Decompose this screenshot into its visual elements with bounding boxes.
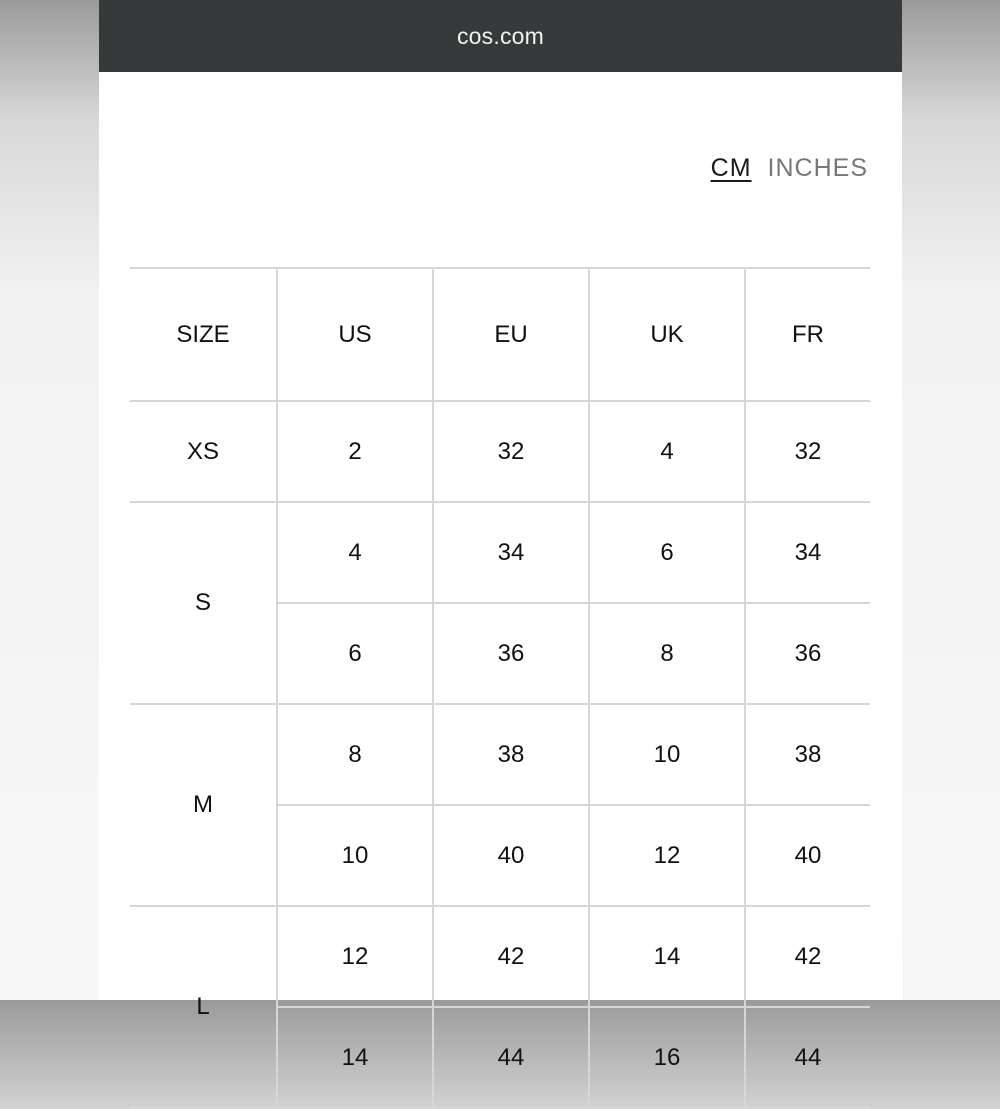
column-header-uk: UK (589, 268, 745, 401)
fr-cell: 40 (745, 805, 870, 906)
cm-unit-button[interactable]: CM (710, 154, 752, 182)
us-cell: 10 (277, 805, 433, 906)
table-header-row (130, 268, 870, 401)
size-cell: M (130, 704, 277, 906)
uk-cell: 4 (589, 401, 745, 502)
eu-cell: 44 (433, 1007, 589, 1108)
unit-toggle (711, 152, 868, 184)
us-cell: 8 (277, 704, 433, 805)
phone-screen (99, 0, 902, 1071)
fr-cell: 38 (745, 704, 870, 805)
eu-cell: 42 (433, 906, 589, 1007)
column-header-eu: EU (433, 268, 589, 401)
fr-cell: 32 (745, 401, 870, 502)
inches-unit-button[interactable]: INCHES (767, 154, 868, 182)
table-row (130, 906, 870, 1007)
domain-label: cos.com (456, 22, 545, 49)
size-chart-table (130, 267, 870, 1109)
uk-cell: 14 (589, 906, 745, 1007)
table-row (130, 401, 870, 502)
size-cell: S (130, 502, 277, 704)
eu-cell: 36 (433, 603, 589, 704)
browser-address-bar[interactable] (99, 0, 902, 72)
uk-cell: 6 (589, 502, 745, 603)
fr-cell: 36 (745, 603, 870, 704)
table-row (130, 704, 870, 805)
fr-cell: 34 (745, 502, 870, 603)
us-cell: 2 (277, 401, 433, 502)
table-row (130, 502, 870, 603)
eu-cell: 38 (433, 704, 589, 805)
us-cell: 14 (277, 1007, 433, 1108)
us-cell: 6 (277, 603, 433, 704)
column-header-fr: FR (745, 268, 870, 401)
uk-cell: 12 (589, 805, 745, 906)
fr-cell: 42 (745, 906, 870, 1007)
size-cell: L (130, 906, 277, 1108)
us-cell: 4 (277, 502, 433, 603)
eu-cell: 32 (433, 401, 589, 502)
uk-cell: 16 (589, 1007, 745, 1108)
eu-cell: 34 (433, 502, 589, 603)
size-cell: XS (130, 401, 277, 502)
uk-cell: 10 (589, 704, 745, 805)
column-header-size: SIZE (130, 268, 277, 401)
fr-cell: 44 (745, 1007, 870, 1108)
eu-cell: 40 (433, 805, 589, 906)
us-cell: 12 (277, 906, 433, 1007)
uk-cell: 8 (589, 603, 745, 704)
column-header-us: US (277, 268, 433, 401)
